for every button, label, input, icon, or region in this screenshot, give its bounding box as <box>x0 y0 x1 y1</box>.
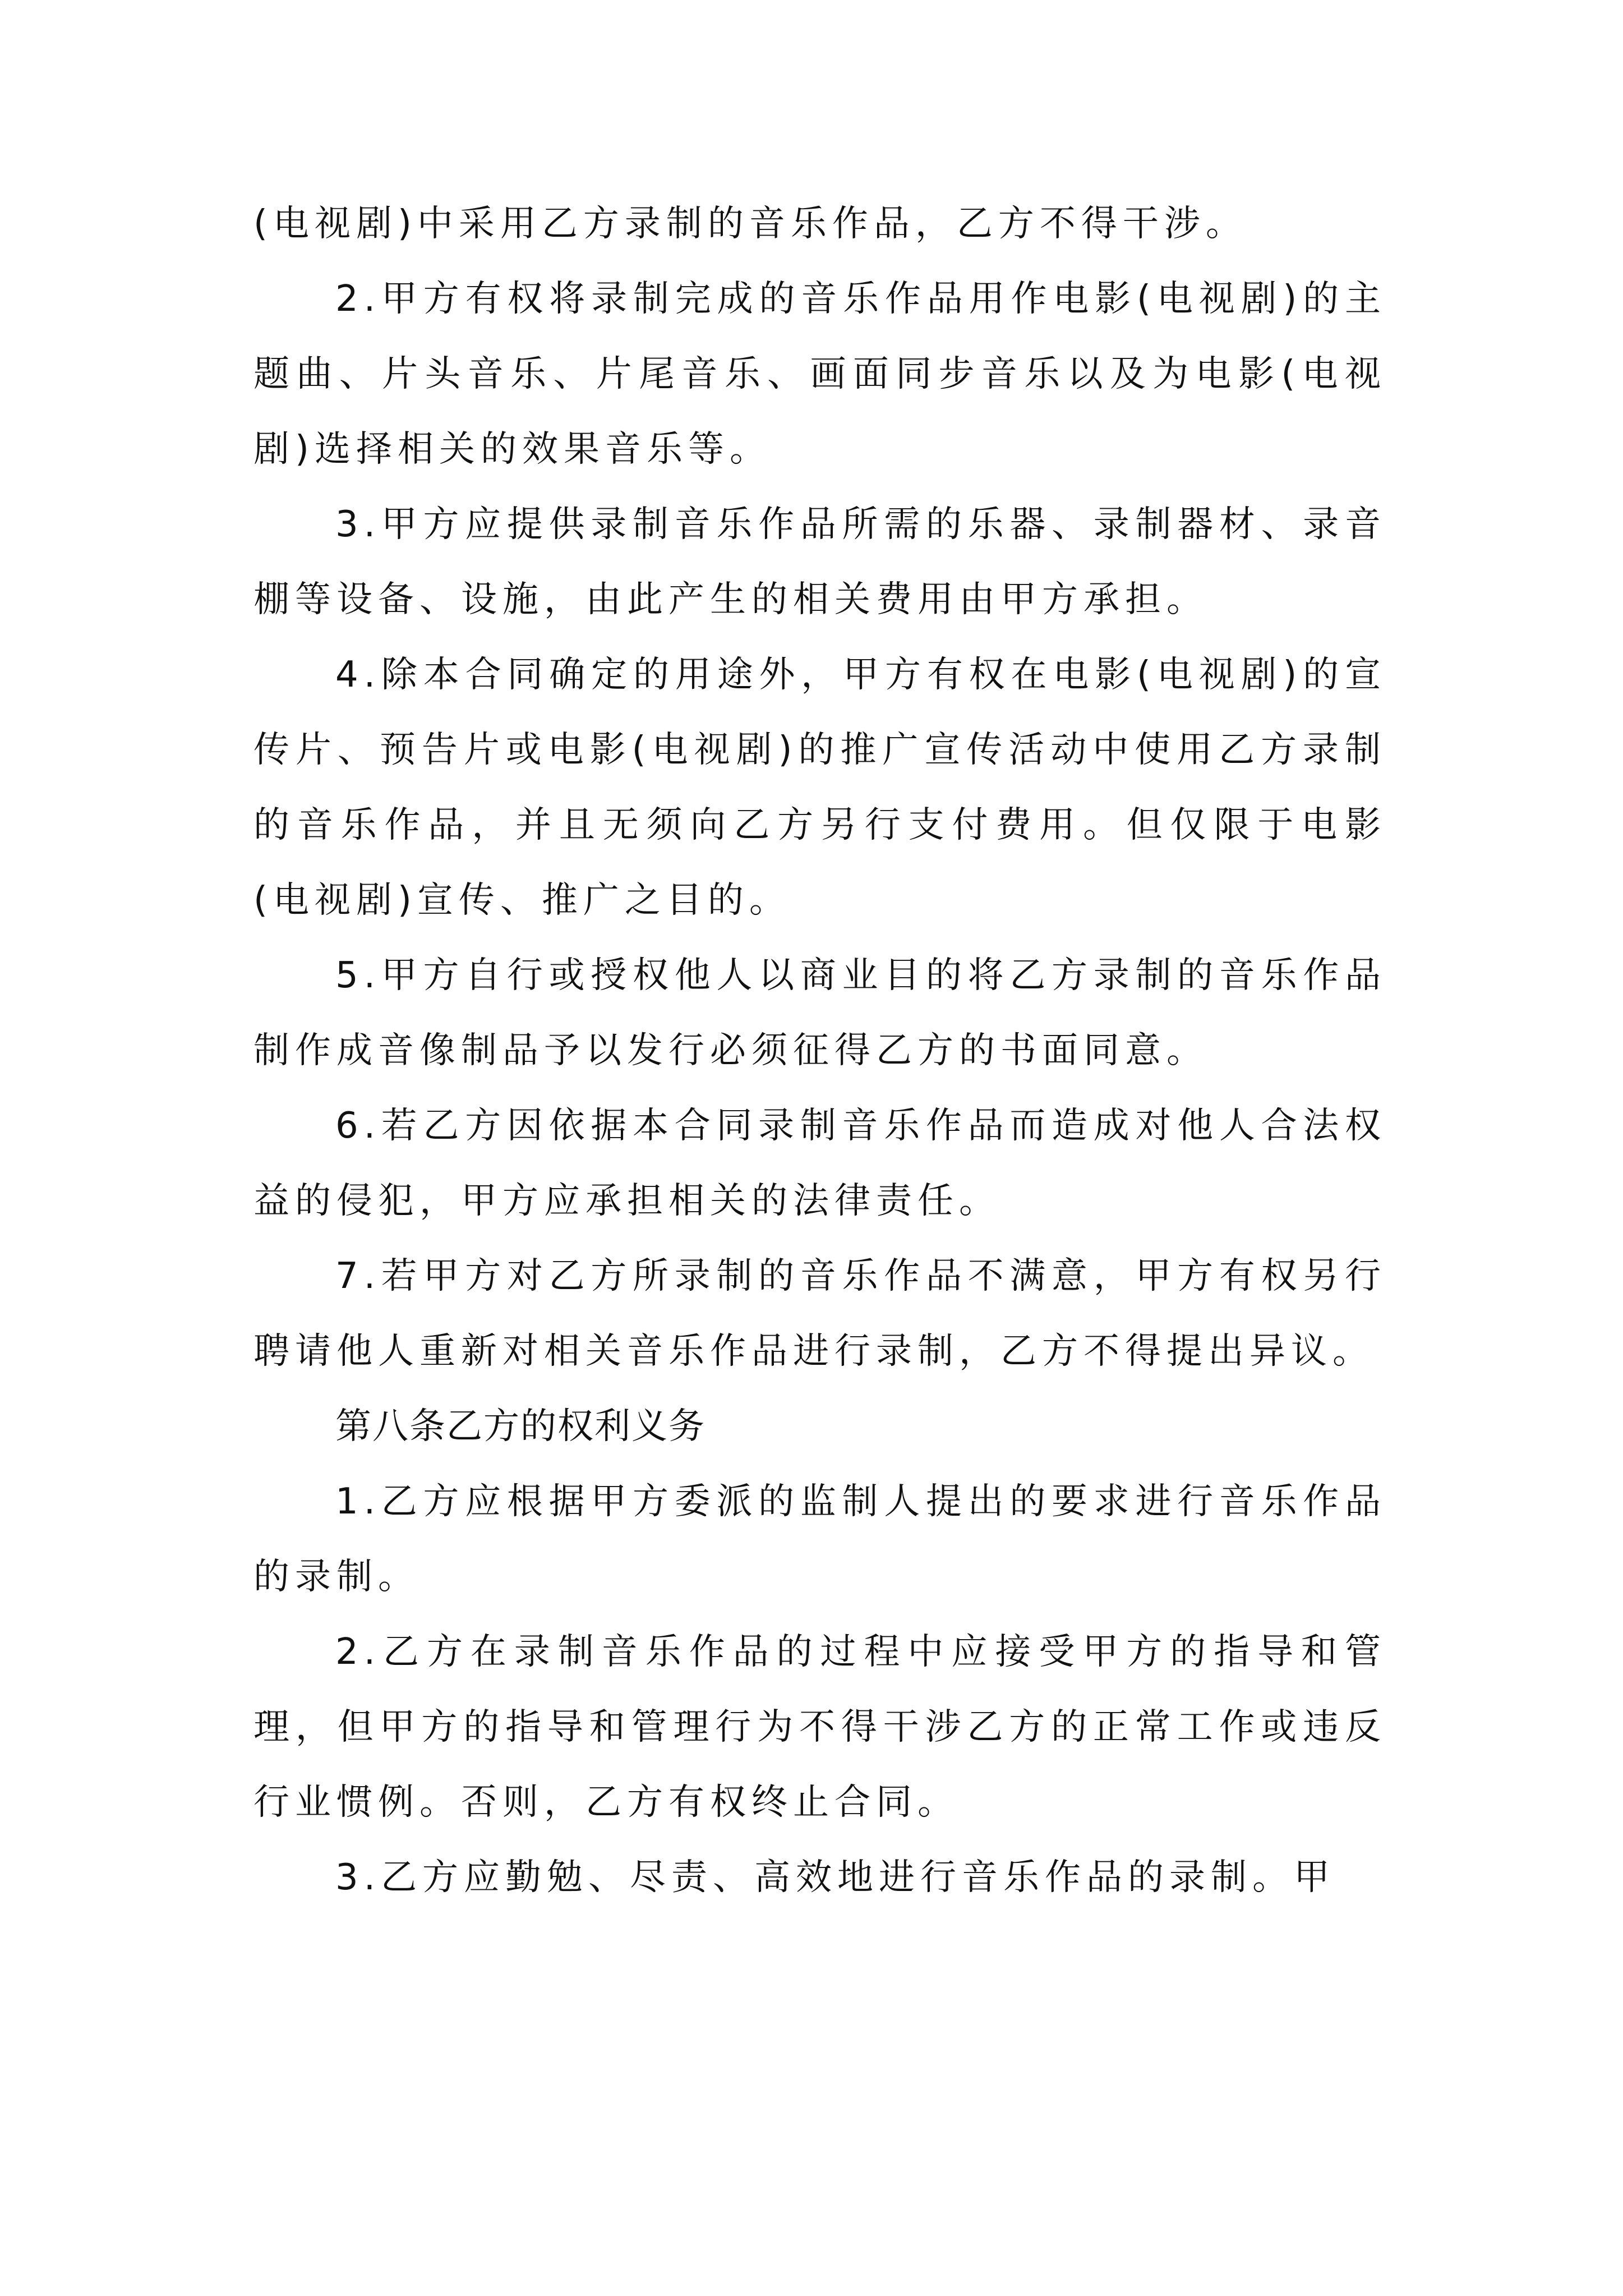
clause-7-item-6: 6.若乙方因依据本合同录制音乐作品而造成对他人合法权益的侵犯，甲方应承担相关的法律责任。 <box>253 1105 1386 1222</box>
clause-8-item-3: 3.乙方应勤勉、尽责、高效地进行音乐作品的录制。甲 <box>335 1857 1336 1898</box>
clause-7-item-2: 2.甲方有权将录制完成的音乐作品用作电影(电视剧)的主题曲、片头音乐、片尾音乐、画面同步音乐以及为电影(电视剧)选择相关的效果音乐等。 <box>253 278 1386 470</box>
clause-7-item-3: 3.甲方应提供录制音乐作品所需的乐器、录制器材、录音棚等设备、设施，由此产生的相关费用由甲方承担。 <box>253 504 1386 620</box>
clause-8-item-2: 2.乙方在录制音乐作品的过程中应接受甲方的指导和管理，但甲方的指导和管理行为不得干涉乙方的正常工作或违反行业惯例。否则，乙方有权终止合同。 <box>253 1631 1386 1823</box>
paragraph-continuation: (电视剧)中采用乙方录制的音乐作品，乙方不得干涉。 <box>253 203 1247 245</box>
document-body <box>253 186 1386 1915</box>
section-heading-article-8: 第八条乙方的权利义务 <box>335 1406 706 1447</box>
clause-7-item-5: 5.甲方自行或授权他人以商业目的将乙方录制的音乐作品制作成音像制品予以发行必须征得乙方的书面同意。 <box>253 955 1386 1071</box>
clause-8-item-1: 1.乙方应根据甲方委派的监制人提出的要求进行音乐作品的录制。 <box>253 1481 1386 1598</box>
clause-7-item-7: 7.若甲方对乙方所录制的音乐作品不满意，甲方有权另行聘请他人重新对相关音乐作品进行录制，乙方不得提出异议。 <box>253 1255 1386 1372</box>
clause-7-item-4: 4.除本合同确定的用途外，甲方有权在电影(电视剧)的宣传片、预告片或电影(电视剧)的推广宣传活动中使用乙方录制的音乐作品，并且无须向乙方另行支付费用。但仅限于电影(电视剧)宣传、推广之目的。 <box>253 654 1386 921</box>
